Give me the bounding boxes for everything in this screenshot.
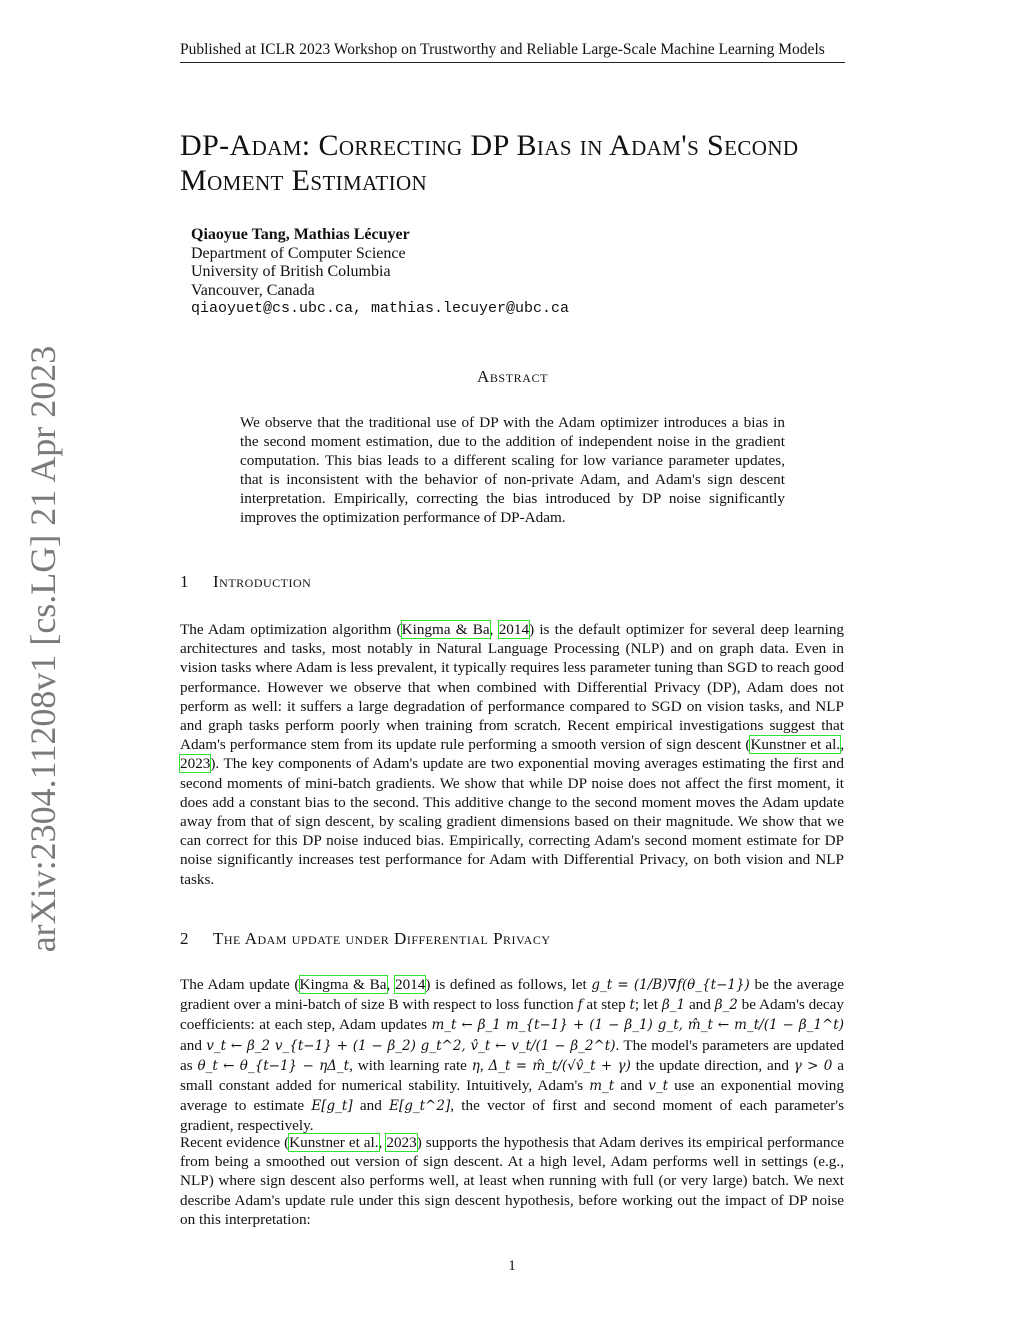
math-parameter-update: θ_t ← θ_{t−1} − ηΔ_t	[197, 1057, 350, 1074]
citation-kingma-ba-name[interactable]: Kingma & Ba	[299, 976, 387, 993]
citation-kingma-ba-year[interactable]: 2014	[498, 621, 530, 638]
text-run: ) supports the hypothesis that Adam derives its empirical performance from being a smoothed out version of sign descent. At a high level, Adam performs well in settings (e.g., NLP) where sign descent also performs well, at least when running with full (or very large) batch. We next describe Adam's update rule under this sign descent hypothesis, before working out the impact of DP noise on this interpretation:	[180, 1134, 844, 1228]
abstract-heading: Abstract	[476, 367, 549, 386]
adam-update-paragraph	[180, 975, 844, 1136]
section-1-heading	[180, 572, 311, 592]
math-expectation-gt: E[g_t]	[311, 1098, 353, 1115]
section-title-text: The Adam update under Differential Privacy	[213, 929, 551, 948]
author-university: University of British Columbia	[191, 263, 391, 280]
section-number: 1	[180, 572, 189, 591]
text-run: ,	[479, 1056, 489, 1074]
text-run: a small constant added for numerical stability. Intuitively, Adam's	[180, 1056, 844, 1095]
text-run: ; let	[634, 996, 662, 1014]
text-run: , the vector of first and second moment of each parameter's gradient, respectively.	[180, 1097, 844, 1135]
text-run: and	[614, 1077, 649, 1095]
citation-kunstner-name[interactable]: Kunstner et al.	[289, 1134, 379, 1151]
text-run: ,	[840, 736, 844, 754]
text-run: at step	[582, 996, 630, 1014]
math-expectation-gt-squared: E[g_t^2]	[389, 1098, 451, 1115]
citation-kunstner-year[interactable]: 2023	[386, 1134, 417, 1151]
text-run: the update direction, and	[630, 1056, 794, 1074]
arxiv-sidebar	[15, 345, 71, 953]
math-update-direction: Δ_t = m̂_t/(√v̂_t + γ)	[488, 1057, 631, 1074]
text-run: use an exponential moving average to estimate	[180, 1077, 844, 1115]
text-run: ,	[489, 621, 499, 638]
author-emails: qiaoyuet@cs.ubc.ca, mathias.lecuyer@ubc.ca	[191, 300, 570, 317]
math-vt: v_t	[648, 1078, 669, 1095]
math-second-moment-update: v_t ← β_2 v_{t−1} + (1 − β_2) g_t^2, v̂_t ← v_t/(1 − β_2^t)	[206, 1037, 616, 1054]
text-run: . The model's parameters are updated as	[180, 1036, 844, 1074]
paper-title: DP-Adam: Correcting DP Bias in Adam's Second Moment Estimation	[180, 129, 799, 197]
math-step: t	[629, 997, 635, 1014]
author-block	[191, 226, 831, 319]
author-department: Department of Computer Science	[191, 244, 406, 262]
text-run: , with learning rate	[349, 1056, 472, 1074]
citation-kunstner-year[interactable]: 2023	[180, 755, 211, 773]
math-gamma: γ > 0	[793, 1057, 833, 1074]
text-run: Recent evidence (	[180, 1134, 290, 1151]
text-run: ). The key components of Adam's update are two exponential moving averages estimating the first and second moments of mini-batch gradients. We show that while DP noise does not affect the first moment, it does add a constant bias to the second. This additive change to the second moment moves the Adam update away from that of sign descent, by scaling gradient dimensions based on their magnitude. We show that we can correct for this DP noise induced bias. Empirically, correcting Adam's second moment estimate for DP noise significantly increases test performance for Adam with Differential Privacy, on both vision and NLP tasks.	[180, 755, 844, 888]
abstract-text: We observe that the traditional use of DP with the Adam optimizer introduces a bias in the second moment estimation, due to the addition of independent noise in the gradient computation. This bias leads to a different scaling for low variance parameter updates, that is inconsistent with the behavior of non-private Adam, and Adam's sign descent interpretation. Empirically, correcting the bias introduced by DP noise significantly improves the optimization performance of DP-Adam.	[240, 414, 785, 526]
text-run: be Adam's decay coefficients: at each step, Adam updates	[180, 996, 844, 1034]
sign-descent-paragraph	[180, 1133, 844, 1229]
math-learning-rate: η	[471, 1057, 480, 1074]
intro-paragraph	[180, 620, 844, 889]
text-run: be the average gradient over a mini-batch of size B with respect to loss function	[180, 976, 844, 1014]
math-loss-function: f	[577, 997, 583, 1014]
citation-kingma-ba-name[interactable]: Kingma & Ba	[401, 621, 490, 638]
citation-kingma-ba-year[interactable]: 2014	[394, 976, 426, 993]
venue-header: Published at ICLR 2023 Workshop on Trustworthy and Reliable Large-Scale Machine Learning Models	[180, 40, 845, 63]
text-run: ,	[378, 1134, 387, 1151]
math-beta1: β_1	[661, 997, 686, 1014]
arxiv-identifier: arXiv:2304.11208v1 [cs.LG] 21 Apr 2023	[23, 345, 63, 953]
text-run: The Adam update (	[180, 976, 300, 993]
page-number: 1	[508, 1258, 516, 1274]
math-mt: m_t	[589, 1078, 615, 1095]
author-location: Vancouver, Canada	[191, 281, 315, 299]
text-run: ) is defined as follows, let	[425, 976, 592, 993]
text-run: and	[352, 1097, 390, 1115]
text-run: The Adam optimization algorithm (	[180, 621, 402, 638]
math-beta2: β_2	[714, 997, 738, 1014]
citation-kunstner-name[interactable]: Kunstner et al.	[750, 736, 841, 754]
section-2-heading	[180, 929, 551, 949]
text-run: ) is the default optimizer for several deep learning architectures and tasks, most notably in Natural Language Processing (NLP) and on graph data. Even in vision tasks where Adam is less prevalent, it typically requires less parameter tuning than SGD to reach good performance. However we observe that when combined with Differential Privacy (DP), Adam does not perform as well: it suffers a large degradation of performance compared to SGD on vision tasks, and NLP and graph tasks perform poorly when training from scratch. Recent empirical investigations suggest that Adam's performance stem from its update rule performing a smooth version of sign descent (	[180, 621, 845, 754]
author-names: Qiaoyue Tang, Mathias Lécuyer	[191, 226, 410, 243]
text-run: ,	[386, 976, 395, 993]
math-first-moment-update: m_t ← β_1 m_{t−1} + (1 − β_1) g_t, m̂_t ← m_t/(1 − β_1^t)	[431, 1017, 844, 1034]
section-number: 2	[180, 929, 189, 948]
section-title-text: Introduction	[213, 572, 312, 591]
text-run: and	[180, 1036, 207, 1054]
text-run: and	[685, 996, 715, 1014]
math-gradient-definition: g_t = (1/B)∇f(θ_{t−1})	[591, 977, 750, 993]
